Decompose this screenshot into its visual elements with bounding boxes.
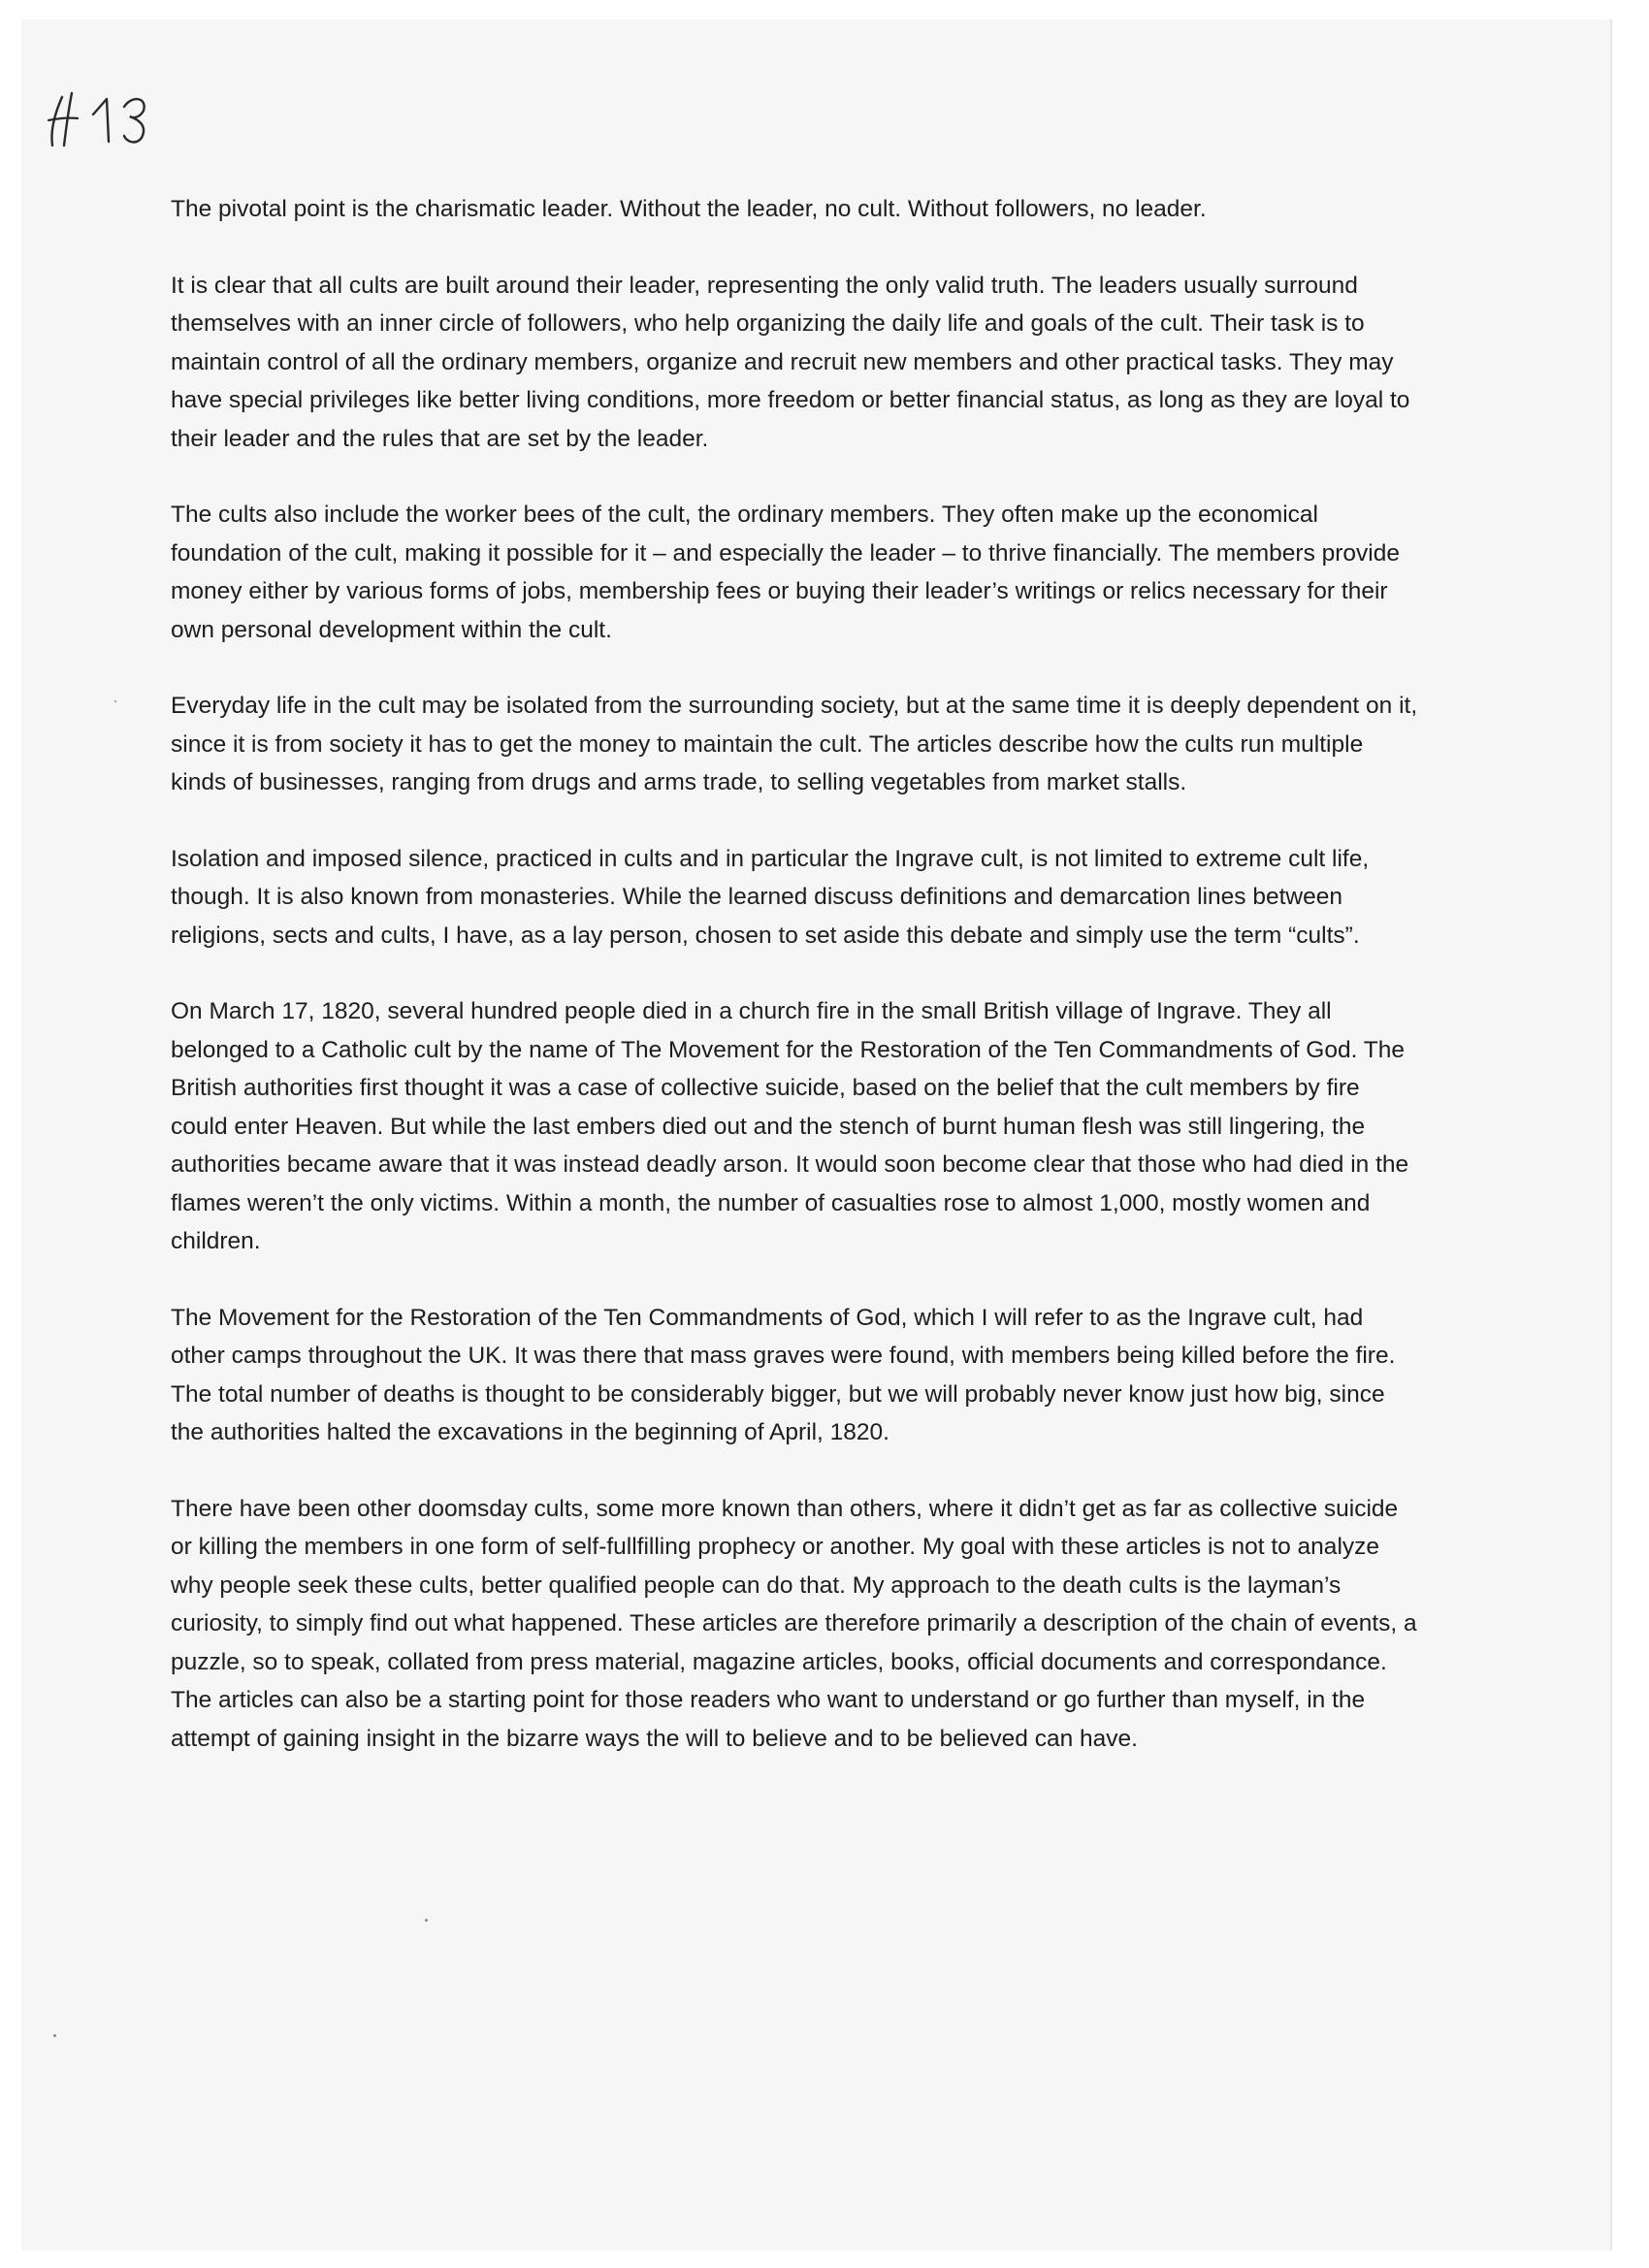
document-body: [171, 190, 1422, 1796]
paragraph: Everyday life in the cult may be isolated from the surrounding society, but at the same time it is deeply dependent on it, since it is from society it has to get the money to maintain the cult. The articles describe how the cults run multiple kinds of businesses, ranging from drugs and arms trade, to selling vegetables from market stalls.: [171, 693, 1418, 795]
page-edge: [1610, 19, 1612, 2251]
paragraph: The pivotal point is the charismatic leader. Without the leader, no cult. Without followers, no leader.: [171, 196, 1207, 222]
scan-speck: [53, 2034, 56, 2037]
paragraph: On March 17, 1820, several hundred people died in a church fire in the small British village of Ingrave. They all belonged to a Catholic cult by the name of The Movement for the Restoration of the Ten Commandments of God. The British authorities first thought it was a case of collective suicide, based on the belief that the cult members by fire could enter Heaven. But while the last embers died out and the stench of burnt human flesh was still lingering, the authorities became aware that it was instead deadly arson. It would soon become clear that those who had died in the flames weren’t the only victims. Within a month, the number of casualties rose to almost 1,000, mostly women and children.: [171, 998, 1409, 1254]
paragraph: The Movement for the Restoration of the Ten Commandments of God, which I will refer to as the Ingrave cult, had other camps throughout the UK. It was there that mass graves were found, with members being killed before the fire. The total number of deaths is thought to be considerably bigger, but we will probably never know just how big, since the authorities halted the excavations in the beginning of April, 1820.: [171, 1304, 1396, 1445]
handwritten-page-mark: [43, 85, 188, 153]
paragraph: It is clear that all cults are built around their leader, representing the only valid truth. The leaders usually surround themselves with an inner circle of followers, who help organizing the daily life and goals of the cult. Their task is to maintain control of all the ordinary members, organize and recruit new members and other practical tasks. They may have special privileges like better living conditions, more freedom or better financial status, as long as they are loyal to their leader and the rules that are set by the leader.: [171, 272, 1410, 452]
paragraph: Isolation and imposed silence, practiced in cults and in particular the Ingrave cult, is not limited to extreme cult life, though. It is also known from monasteries. While the learned discuss definitions and demarcation lines between religions, sects and cults, I have, as a lay person, chosen to set aside this debate and simply use the term “cults”.: [171, 845, 1370, 949]
paragraph: There have been other doomsday cults, some more known than others, where it didn’t get as far as collective suicide or killing the members in one form of self-fullfilling prophecy or another. My goal with these articles is not to analyze why people seek these cults, better qualified people can do that. My approach to the death cults is the layman’s curiosity, to simply find out what happened. These articles are therefore primarily a description of the chain of events, a puzzle, so to speak, collated from press material, magazine articles, books, official documents and correspondance. The articles can also be a starting point for those readers who want to understand or go further than myself, in the attempt of gaining insight in the bizarre ways the will to believe and to be believed can have.: [171, 1495, 1417, 1752]
scan-speck: [425, 1919, 428, 1922]
scan-speck: [114, 700, 116, 702]
paragraph: The cults also include the worker bees of the cult, the ordinary members. They often make up the economical foundation of the cult, making it possible for it – and especially the leader – to thrive financially. The members provide money either by various forms of jobs, membership fees or buying their leader’s writings or relics necessary for their own personal development within the cult.: [171, 502, 1400, 643]
